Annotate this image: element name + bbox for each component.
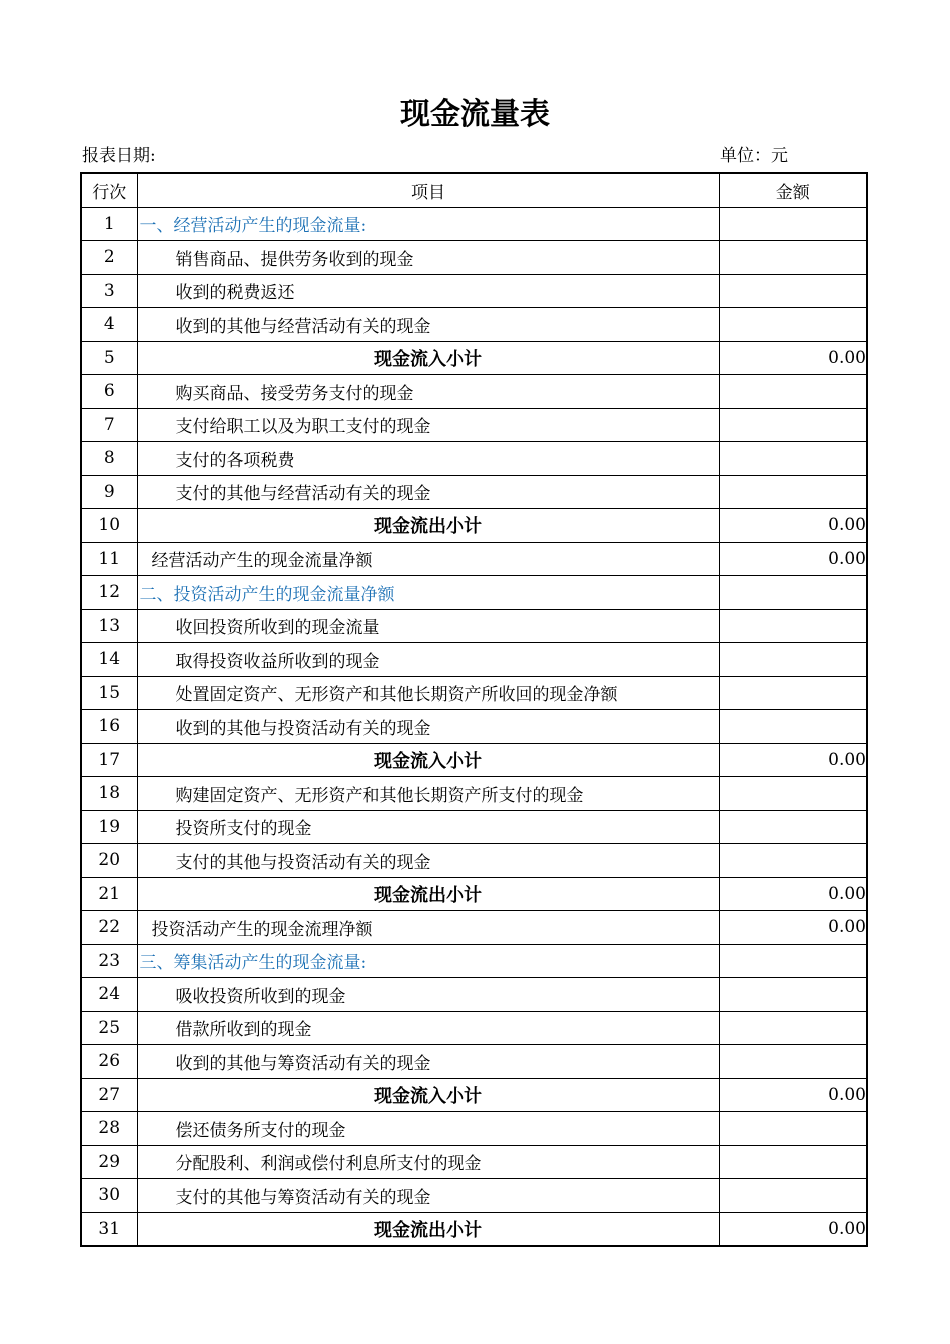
amount-cell	[719, 576, 867, 610]
row-number: 10	[81, 509, 137, 543]
row-number: 6	[81, 375, 137, 409]
row-number: 20	[81, 844, 137, 878]
row-number: 2	[81, 241, 137, 275]
table-row	[81, 1145, 867, 1179]
table-row	[81, 341, 867, 375]
row-number: 14	[81, 643, 137, 677]
amount-cell	[719, 1045, 867, 1079]
subtotal-label: 现金流入小计	[137, 341, 719, 375]
row-number: 8	[81, 442, 137, 476]
row-number: 26	[81, 1045, 137, 1079]
amount-cell: 0.00	[719, 341, 867, 375]
table-row	[81, 944, 867, 978]
row-number: 11	[81, 542, 137, 576]
table-row	[81, 375, 867, 409]
table-row	[81, 978, 867, 1012]
amount-cell: 0.00	[719, 877, 867, 911]
row-number: 28	[81, 1112, 137, 1146]
row-number: 5	[81, 341, 137, 375]
row-number: 30	[81, 1179, 137, 1213]
row-number: 27	[81, 1078, 137, 1112]
amount-cell	[719, 944, 867, 978]
row-number: 15	[81, 676, 137, 710]
table-row	[81, 274, 867, 308]
item-label: 投资所支付的现金	[137, 810, 719, 844]
item-label: 偿还债务所支付的现金	[137, 1112, 719, 1146]
row-number: 24	[81, 978, 137, 1012]
amount-cell	[719, 408, 867, 442]
table-row	[81, 609, 867, 643]
item-label: 支付的其他与经营活动有关的现金	[137, 475, 719, 509]
net-amount-label: 投资活动产生的现金流理净额	[137, 911, 719, 945]
row-number: 7	[81, 408, 137, 442]
amount-cell	[719, 676, 867, 710]
row-number: 18	[81, 777, 137, 811]
amount-cell	[719, 475, 867, 509]
subtotal-label: 现金流出小计	[137, 509, 719, 543]
header-item: 项目	[137, 173, 719, 207]
table-row	[81, 475, 867, 509]
subtotal-label: 现金流出小计	[137, 1212, 719, 1246]
amount-cell	[719, 207, 867, 241]
amount-cell: 0.00	[719, 542, 867, 576]
row-number: 21	[81, 877, 137, 911]
item-label: 销售商品、提供劳务收到的现金	[137, 241, 719, 275]
table-row	[81, 777, 867, 811]
amount-cell: 0.00	[719, 1212, 867, 1246]
table-row	[81, 241, 867, 275]
amount-cell	[719, 1145, 867, 1179]
item-label: 支付给职工以及为职工支付的现金	[137, 408, 719, 442]
table-row	[81, 710, 867, 744]
amount-cell	[719, 710, 867, 744]
table-row	[81, 442, 867, 476]
amount-cell	[719, 241, 867, 275]
table-row	[81, 1011, 867, 1045]
table-row	[81, 911, 867, 945]
item-label: 吸收投资所收到的现金	[137, 978, 719, 1012]
item-label: 购买商品、接受劳务支付的现金	[137, 375, 719, 409]
table-row	[81, 743, 867, 777]
row-number: 25	[81, 1011, 137, 1045]
table-row	[81, 408, 867, 442]
amount-cell	[719, 274, 867, 308]
item-label: 购建固定资产、无形资产和其他长期资产所支付的现金	[137, 777, 719, 811]
item-label: 支付的其他与投资活动有关的现金	[137, 844, 719, 878]
row-number: 1	[81, 207, 137, 241]
table-row	[81, 1078, 867, 1112]
table-row	[81, 576, 867, 610]
table-row	[81, 1112, 867, 1146]
table-row	[81, 1212, 867, 1246]
row-number: 23	[81, 944, 137, 978]
row-number: 3	[81, 274, 137, 308]
amount-cell	[719, 375, 867, 409]
amount-cell	[719, 1112, 867, 1146]
amount-cell	[719, 978, 867, 1012]
row-number: 31	[81, 1212, 137, 1246]
item-label: 收到的其他与投资活动有关的现金	[137, 710, 719, 744]
table-row	[81, 1179, 867, 1213]
row-number: 17	[81, 743, 137, 777]
row-number: 9	[81, 475, 137, 509]
amount-cell: 0.00	[719, 911, 867, 945]
item-label: 收回投资所收到的现金流量	[137, 609, 719, 643]
header-row	[81, 173, 867, 207]
item-label: 取得投资收益所收到的现金	[137, 643, 719, 677]
row-number: 16	[81, 710, 137, 744]
item-label: 收到的其他与筹资活动有关的现金	[137, 1045, 719, 1079]
amount-cell: 0.00	[719, 1078, 867, 1112]
amount-cell	[719, 643, 867, 677]
row-number: 22	[81, 911, 137, 945]
table-row	[81, 1045, 867, 1079]
amount-cell	[719, 308, 867, 342]
item-label: 借款所收到的现金	[137, 1011, 719, 1045]
item-label: 处置固定资产、无形资产和其他长期资产所收回的现金净额	[137, 676, 719, 710]
table-row	[81, 542, 867, 576]
amount-cell	[719, 810, 867, 844]
row-number: 4	[81, 308, 137, 342]
amount-cell	[719, 1179, 867, 1213]
subtotal-label: 现金流入小计	[137, 743, 719, 777]
table-row	[81, 308, 867, 342]
row-number: 12	[81, 576, 137, 610]
cash-flow-table	[80, 172, 868, 1247]
item-label: 收到的其他与经营活动有关的现金	[137, 308, 719, 342]
amount-cell	[719, 442, 867, 476]
amount-cell	[719, 844, 867, 878]
amount-cell	[719, 1011, 867, 1045]
subtotal-label: 现金流出小计	[137, 877, 719, 911]
subtotal-label: 现金流入小计	[137, 1078, 719, 1112]
table-row	[81, 207, 867, 241]
item-label: 支付的各项税费	[137, 442, 719, 476]
item-label: 收到的税费返还	[137, 274, 719, 308]
item-label: 支付的其他与筹资活动有关的现金	[137, 1179, 719, 1213]
section-heading: 三、筹集活动产生的现金流量:	[137, 944, 719, 978]
header-row-number: 行次	[81, 173, 137, 207]
amount-cell	[719, 777, 867, 811]
table-header	[81, 173, 867, 207]
table-row	[81, 877, 867, 911]
report-date-label: 报表日期:	[82, 146, 156, 166]
section-heading: 一、经营活动产生的现金流量:	[137, 207, 719, 241]
unit-label: 单位：元	[720, 146, 788, 166]
header-amount: 金额	[719, 173, 867, 207]
amount-cell: 0.00	[719, 509, 867, 543]
document-title: 现金流量表	[400, 97, 550, 132]
table-body	[81, 207, 867, 1246]
amount-cell: 0.00	[719, 743, 867, 777]
section-heading: 二、投资活动产生的现金流量净额	[137, 576, 719, 610]
amount-cell	[719, 609, 867, 643]
table-row	[81, 643, 867, 677]
net-amount-label: 经营活动产生的现金流量净额	[137, 542, 719, 576]
table-row	[81, 844, 867, 878]
item-label: 分配股利、利润或偿付利息所支付的现金	[137, 1145, 719, 1179]
row-number: 19	[81, 810, 137, 844]
table-row	[81, 810, 867, 844]
row-number: 29	[81, 1145, 137, 1179]
table-row	[81, 509, 867, 543]
table-row	[81, 676, 867, 710]
row-number: 13	[81, 609, 137, 643]
